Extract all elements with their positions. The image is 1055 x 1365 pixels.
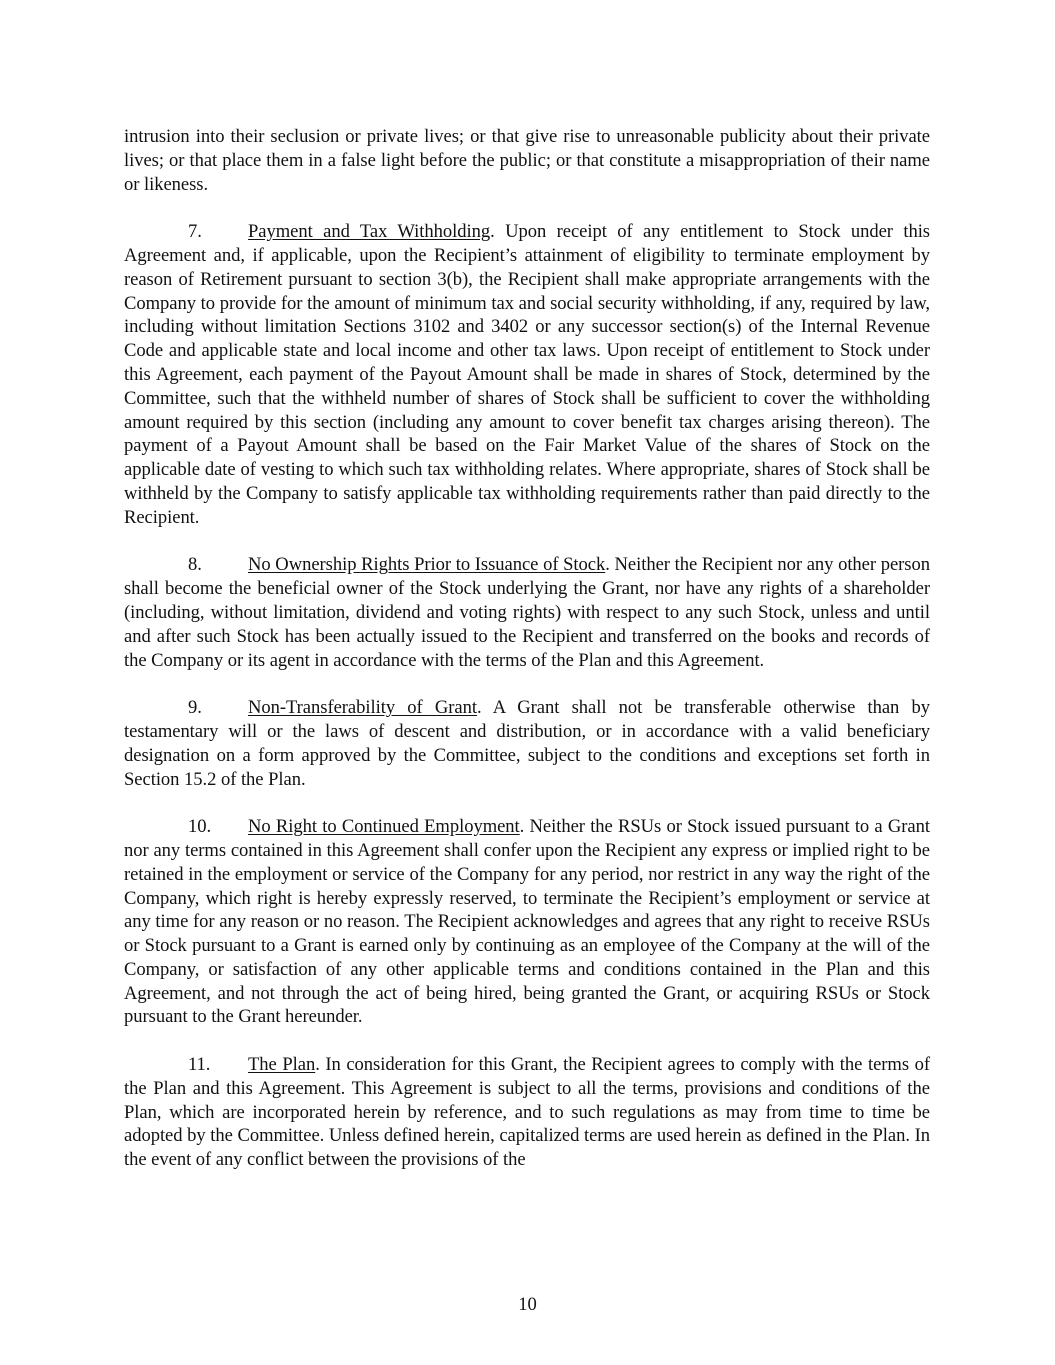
section-8 <box>124 553 930 672</box>
section-heading: No Ownership Rights Prior to Issuance of Stock <box>248 554 606 576</box>
section-number: 8. <box>188 554 202 576</box>
section-9 <box>124 696 930 791</box>
continuation-paragraph: intrusion into their seclusion or private lives; or that give rise to unreasonable publicity about their private lives; or that place them in a false light before the public; or that constitute a misappropriation of their name or likeness. <box>124 126 930 195</box>
section-number: 7. <box>188 221 202 243</box>
section-text: . In consideration for this Grant, the Recipient agrees to comply with the terms of the Plan and this Agreement. This Agreement is subject to all the terms, provisions and conditions of the Plan, which are incorporated herein by reference, and to such regulations as may from time to time be adopted by the Committee. Unless defined herein, capitalized terms are used herein as defined in the Plan. In the event of any conflict between the provisions of the <box>124 1054 930 1171</box>
section-text: . Neither the RSUs or Stock issued pursuant to a Grant nor any terms contained in this Agreement shall confer upon the Recipient any express or implied right to be retained in the employment or service of the Company for any period, nor restrict in any way the right of the Company, which right is hereby expressly reserved, to terminate the Recipient’s employment or service at any time for any reason or no reason. The Recipient acknowledges and agrees that any right to receive RSUs or Stock pursuant to a Grant is earned only by continuing as an employee of the Company at the will of the Company, or satisfaction of any other applicable terms and conditions contained in the Plan and this Agreement, and not through the act of being hired, being granted the Grant, or acquiring RSUs or Stock pursuant to the Grant hereunder. <box>124 816 930 1028</box>
section-number: 10. <box>188 816 212 838</box>
section-text: . A Grant shall not be transferable otherwise than by testamentary will or the laws of descent and distribution, or in accordance with a valid beneficiary designation on a form approved by the Committee, subject to the conditions and exceptions set forth in Section 15.2 of the Plan. <box>124 697 930 790</box>
document-page <box>124 125 930 1196</box>
section-11 <box>124 1053 930 1172</box>
section-text: . Upon receipt of any entitlement to Stock under this Agreement and, if applicable, upon the Recipient’s attainment of eligibility to terminate employment by reason of Retirement pursuant to section 3(b), the Recipient shall make appropriate arrangements with the Company to provide for the amount of minimum tax and social security withholding, if any, required by law, including without limitation Sections 3102 and 3402 or any successor section(s) of the Internal Revenue Code and applicable state and local income and other tax laws. Upon receipt of entitlement to Stock under this Agreement, each payment of the Payout Amount shall be made in shares of Stock, determined by the Committee, such that the withheld number of shares of Stock shall be sufficient to cover the withholding amount required by this section (including any amount to cover benefit tax charges arising thereon). The payment of a Payout Amount shall be based on the Fair Market Value of the shares of Stock on the applicable date of vesting to which such tax withholding relates. Where appropriate, shares of Stock shall be withheld by the Company to satisfy applicable tax withholding requirements rather than paid directly to the Recipient. <box>124 221 930 528</box>
section-heading: No Right to Continued Employment <box>248 816 520 838</box>
section-number: 11. <box>188 1054 211 1076</box>
section-number: 9. <box>188 697 202 719</box>
section-10 <box>124 815 930 1029</box>
page-number: 10 <box>518 1294 537 1315</box>
section-text: . Neither the Recipient nor any other person shall become the beneficial owner of the Stock underlying the Grant, nor have any rights of a shareholder (including, without limitation, dividend and voting rights) with respect to any such Stock, unless and until and after such Stock has been actually issued to the Recipient and transferred on the books and records of the Company or its agent in accordance with the terms of the Plan and this Agreement. <box>124 554 930 671</box>
section-7 <box>124 220 930 529</box>
section-heading: Payment and Tax Withholding <box>248 221 491 243</box>
section-heading: The Plan <box>248 1054 316 1076</box>
section-heading: Non-Transferability of Grant <box>248 697 477 719</box>
